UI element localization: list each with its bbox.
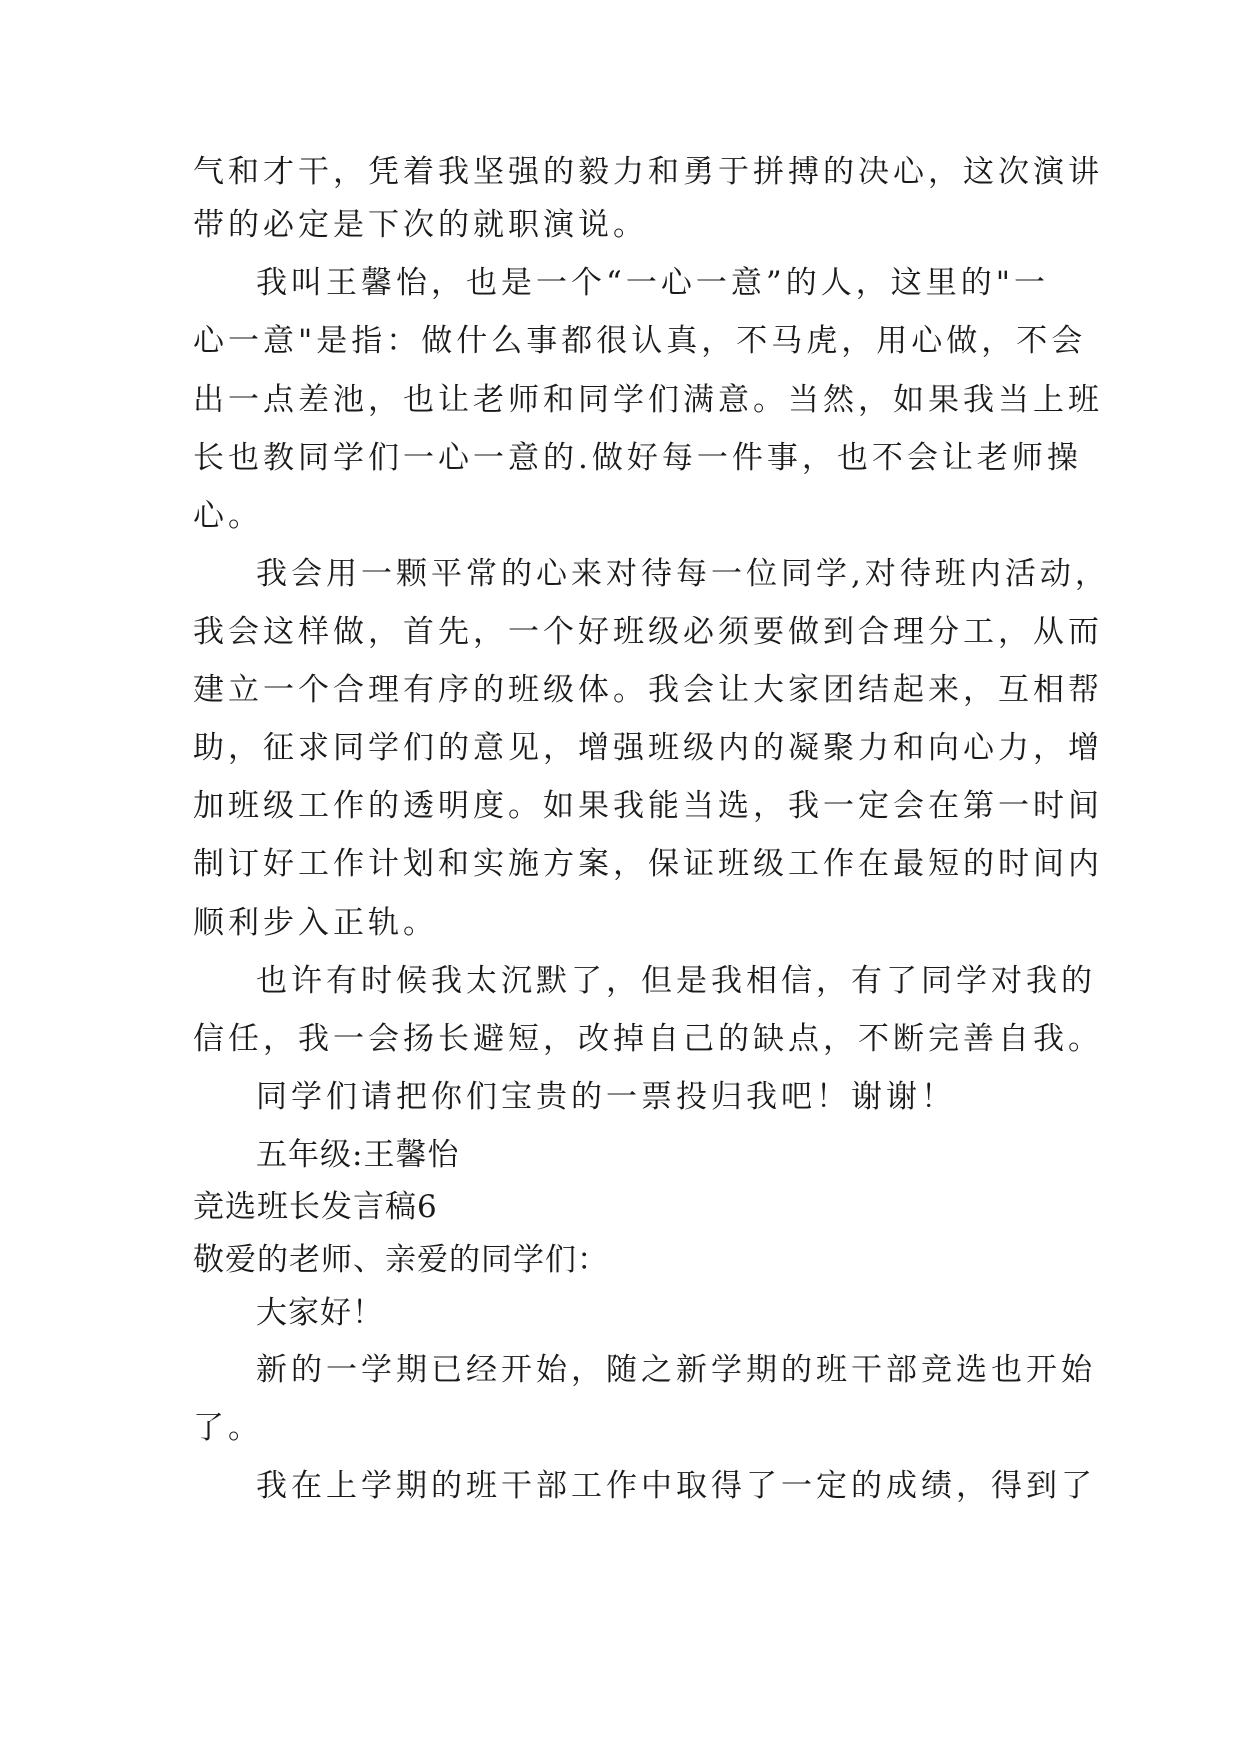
paragraph-line: 出一点差池，也让老师和同学们满意。当然，如果我当上班 (193, 382, 1103, 418)
paragraph-line: 长也教同学们一心一意的.做好每一件事，也不会让老师操 (193, 440, 1082, 476)
paragraph-line: 我会这样做，首先，一个好班级必须要做到合理分工，从而 (193, 614, 1103, 650)
paragraph-line: 新的一学期已经开始，随之新学期的班干部竞选也开始 (256, 1352, 1096, 1388)
paragraph-line: 加班级工作的透明度。如果我能当选，我一定会在第一时间 (193, 788, 1103, 824)
paragraph-line: 了。 (193, 1410, 263, 1446)
paragraph-line: 我叫王馨怡，也是一个“一心一意”的人，这里的"一 (256, 265, 1049, 301)
paragraph-line: 信任，我一会扬长避短，改掉自己的缺点，不断完善自我。 (193, 1021, 1103, 1057)
section-title: 竞选班长发言稿6 (193, 1189, 438, 1225)
paragraph-line: 带的必定是下次的就职演说。 (193, 207, 648, 243)
paragraph-line: 心一意"是指：做什么事都很认真，不马虎，用心做，不会 (193, 323, 1087, 359)
paragraph-line: 心。 (193, 498, 263, 534)
paragraph-line: 助，征求同学们的意见，增强班级内的凝聚力和向心力，增 (193, 730, 1103, 766)
paragraph-line: 顺利步入正轨。 (193, 905, 438, 941)
paragraph-line: 我会用一颗平常的心来对待每一位同学,对待班内活动， (256, 556, 1110, 592)
paragraph-line: 气和才干，凭着我坚强的毅力和勇于拼搏的决心，这次演讲 (193, 154, 1103, 190)
closing-line: 同学们请把你们宝贵的一票投归我吧！谢谢！ (256, 1079, 956, 1115)
paragraph-line: 制订好工作计划和实施方案，保证班级工作在最短的时间内 (193, 846, 1103, 882)
paragraph-line: 建立一个合理有序的班级体。我会让大家团结起来，互相帮 (193, 672, 1103, 708)
paragraph-line: 我在上学期的班干部工作中取得了一定的成绩，得到了 (256, 1468, 1096, 1504)
signature-line: 五年级:王馨怡 (256, 1137, 460, 1173)
salutation: 敬爱的老师、亲爱的同学们： (193, 1242, 609, 1278)
paragraph-line: 也许有时候我太沉默了，但是我相信，有了同学对我的 (256, 963, 1096, 999)
greeting: 大家好！ (256, 1295, 384, 1331)
